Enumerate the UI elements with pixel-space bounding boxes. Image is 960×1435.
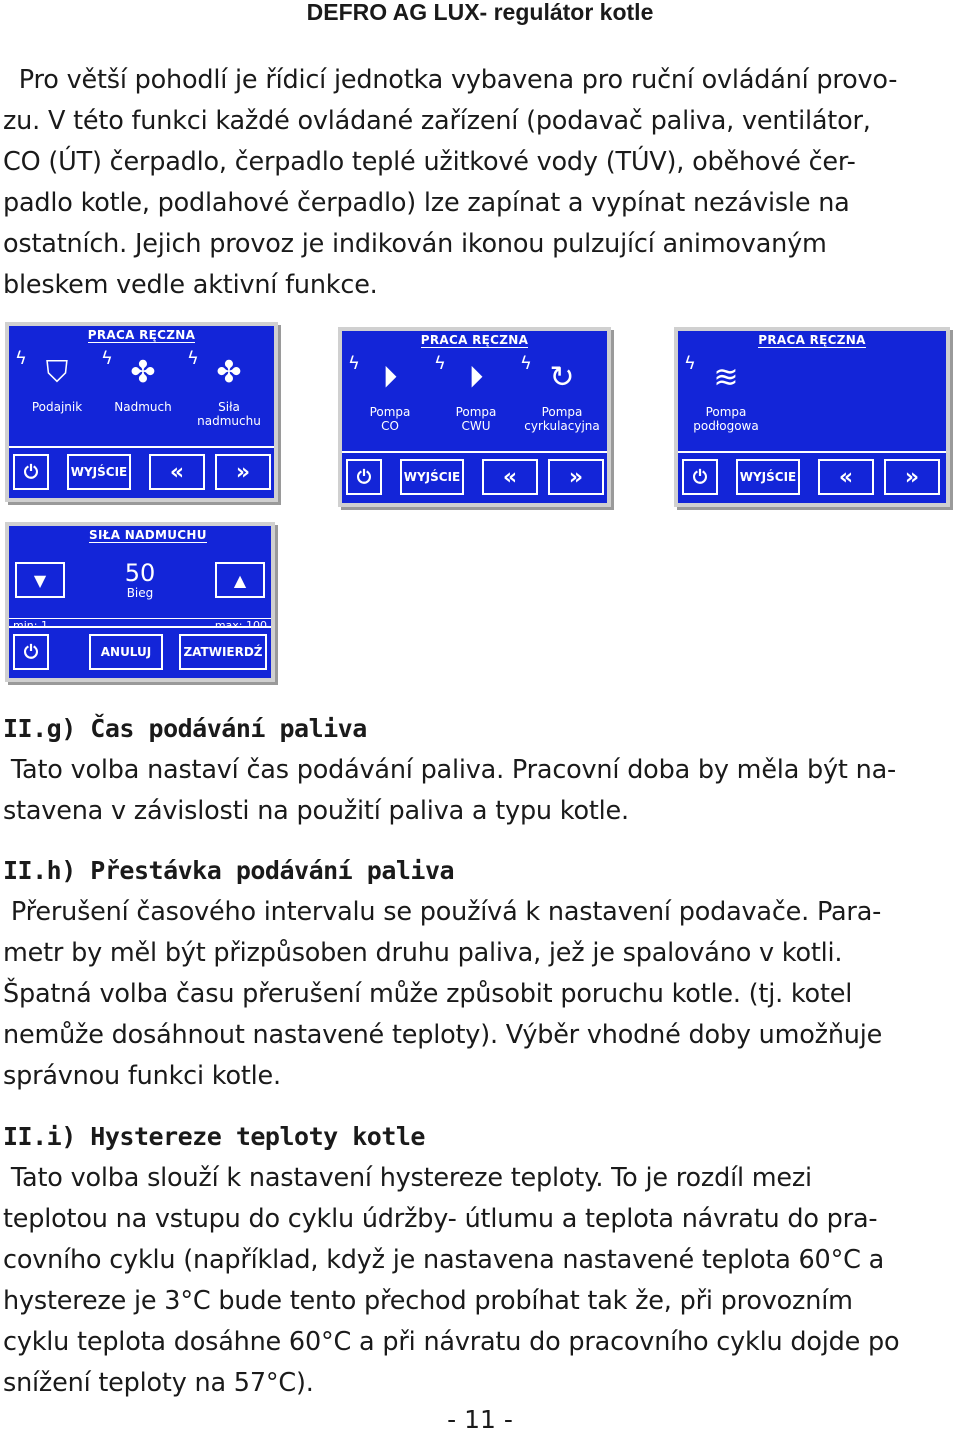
button-bar (678, 451, 946, 503)
function-pump-floor[interactable] (680, 355, 772, 433)
text-line: Tato volba nastaví čas podávání paliva. Pracovní doba by měla být na- (3, 755, 896, 785)
exit-button[interactable]: WYJŚCIE (400, 459, 464, 495)
bolt-icon: ϟ (348, 353, 360, 374)
bolt-icon: ϟ (101, 348, 113, 369)
section-heading-g: II.g) Čas podávání paliva (3, 714, 367, 743)
section-i-paragraph (3, 1158, 953, 1404)
text-line: Špatná volba času přerušení může způsobit poruchu kotle. (tj. kotel (3, 979, 853, 1009)
exit-button[interactable]: WYJŚCIE (736, 459, 800, 495)
section-heading-h: II.h) Přestávka podávání paliva (3, 856, 455, 885)
fan-icon: ✤ (130, 355, 156, 390)
pump-icon: ⏵ (382, 360, 398, 395)
function-label: Siła nadmuchu (197, 400, 261, 428)
text-line: správnou funkci kotle. (3, 1061, 281, 1091)
section-g-paragraph (3, 750, 953, 832)
feeder-icon: ⛉ (45, 355, 69, 390)
increase-button[interactable] (215, 562, 265, 598)
function-feeder[interactable] (11, 350, 103, 414)
text-line: Přerušení časového intervalu se používá k nastavení podavače. Para- (3, 897, 882, 927)
function-pump-cwu[interactable] (430, 355, 522, 433)
function-fan-power[interactable] (183, 350, 275, 428)
chevron-down-icon: ▼ (33, 570, 47, 590)
text-line: padlo kotle, podlahové čerpadlo) lze zapínat a vypínat nezávisle na (3, 188, 850, 218)
text-line: ostatních. Jejich provoz je indikován ikonou pulzující animovaným (3, 229, 827, 259)
cancel-button[interactable]: ANULUJ (89, 634, 163, 670)
function-pump-circulation[interactable] (516, 355, 608, 433)
bolt-icon: ϟ (434, 353, 446, 374)
prev-button[interactable]: « (149, 454, 205, 490)
power-button[interactable]: ⏻ (13, 634, 49, 670)
function-fan[interactable] (97, 350, 189, 414)
function-pump-co[interactable] (344, 355, 436, 433)
bolt-icon: ϟ (684, 353, 696, 374)
bolt-icon: ϟ (15, 348, 27, 369)
text-line: snížení teploty na 57°C). (3, 1368, 314, 1398)
panel-title: PRACA RĘCZNA (87, 328, 196, 342)
button-bar (9, 446, 274, 498)
manual-mode-panel-1 (5, 322, 278, 502)
exit-button[interactable]: WYJŚCIE (67, 454, 131, 490)
manual-mode-panel-3 (674, 327, 950, 507)
function-label: Pompa cyrkulacyjna (524, 405, 600, 433)
pump-icon: ↻ (549, 360, 575, 395)
next-button[interactable]: » (884, 459, 940, 495)
button-bar (342, 451, 607, 503)
button-bar (9, 626, 271, 678)
next-button[interactable]: » (215, 454, 271, 490)
panel-title: PRACA RĘCZNA (758, 333, 866, 347)
text-line: teplotou na vstupu do cyklu údržby- útlumu a teplota návratu do pra- (3, 1204, 878, 1234)
power-button[interactable]: ⏻ (682, 459, 718, 495)
function-label: Pompa podłogowa (693, 405, 759, 433)
page-header: DEFRO AG LUX- regulátor kotle (306, 0, 654, 25)
text-line: cyklu teplota dosáhne 60°C a při návratu do pracovního cyklu dojde po (3, 1327, 900, 1357)
function-label: Pompa CO (369, 405, 411, 433)
bolt-icon: ϟ (187, 348, 199, 369)
section-h-paragraph (3, 892, 953, 1097)
prev-button[interactable]: « (818, 459, 874, 495)
text-line: stavena v závislosti na použití paliva a typu kotle. (3, 796, 629, 826)
next-button[interactable]: » (548, 459, 604, 495)
fan-icon: ✤ (216, 355, 242, 390)
chevron-up-icon: ▲ (233, 570, 247, 590)
intro-paragraph (3, 60, 953, 306)
prev-button[interactable]: « (482, 459, 538, 495)
text-line: Pro větší pohodlí je řídicí jednotka vybavena pro ruční ovládání provo- (3, 65, 898, 95)
bolt-icon: ϟ (520, 353, 532, 374)
text-line: hystereze je 3°C bude tento přechod probíhat tak že, při provozním (3, 1286, 853, 1316)
panel-title: PRACA RĘCZNA (420, 333, 529, 347)
fan-power-unit: Bieg (126, 586, 154, 600)
pump-icon: ≋ (713, 360, 739, 395)
text-line: nemůže dosáhnout nastavené teploty). Výběr vhodné doby umožňuje (3, 1020, 883, 1050)
function-label: Nadmuch (114, 400, 172, 414)
text-line: Tato volba slouží k nastavení hystereze teploty. To je rozdíl mezi (3, 1163, 812, 1193)
panel-title: SIŁA NADMUCHU (89, 528, 207, 542)
page-number: - 11 - (447, 1405, 513, 1434)
confirm-button[interactable]: ZATWIERDŹ (179, 634, 267, 670)
fan-power-panel (5, 522, 275, 682)
fan-power-value: 50 (124, 559, 156, 587)
text-line: CO (ÚT) čerpadlo, čerpadlo teplé užitkové vody (TÚV), oběhové čer- (3, 147, 856, 177)
power-button[interactable]: ⏻ (346, 459, 382, 495)
pump-icon: ⏵ (468, 360, 484, 395)
text-line: zu. V této funkci každé ovládané zařízení (podavač paliva, ventilátor, (3, 106, 871, 136)
text-line: bleskem vedle aktivní funkce. (3, 270, 378, 300)
manual-mode-panel-2 (338, 327, 611, 507)
function-label: Pompa CWU (455, 405, 497, 433)
function-label: Podajnik (31, 400, 83, 414)
text-line: metr by měl být přizpůsoben druhu paliva, jež je spalováno v kotli. (3, 938, 843, 968)
text-line: covního cyklu (například, když je nastavena nastavené teplota 60°C a (3, 1245, 885, 1275)
section-heading-i: II.i) Hystereze teploty kotle (3, 1122, 425, 1151)
power-button[interactable]: ⏻ (13, 454, 49, 490)
